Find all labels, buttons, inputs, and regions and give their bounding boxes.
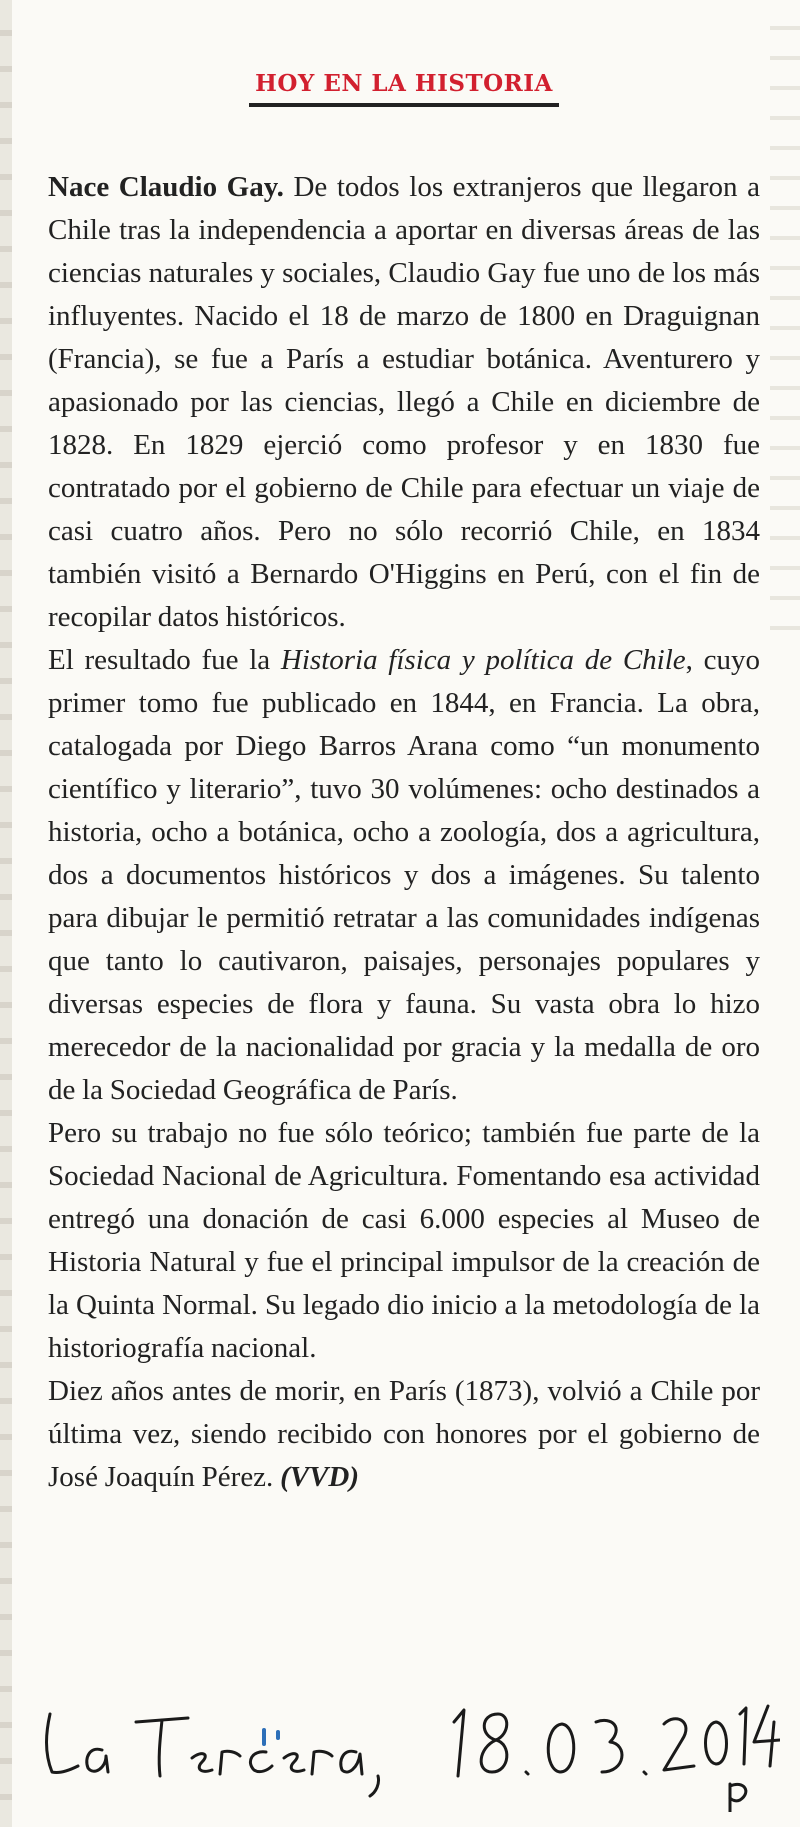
section-header xyxy=(48,60,760,108)
article-paragraph-2 xyxy=(48,639,760,1112)
scan-left-edge xyxy=(0,0,12,1827)
section-title: HOY EN LA HISTORIA xyxy=(249,60,559,107)
book-title: Historia física y política de Chile xyxy=(280,644,686,676)
article-paragraph-3: Pero su trabajo no fue sólo teórico; también fue parte de la Sociedad Nacional de Agricultura. Fomentando esa actividad entregó una donación de casi 6.000 especies al Museo de Historia Natural y fue el principal impulsor de la creación de la Quinta Normal. Su legado dio inicio a la metodología de la historiografía nacional. xyxy=(48,1117,760,1364)
article-byline: (VVD) xyxy=(280,1461,360,1493)
blue-ink-mark xyxy=(276,1730,280,1740)
article-paragraph-4 xyxy=(48,1370,760,1499)
article-lead: Nace Claudio Gay. xyxy=(48,171,284,203)
newspaper-clipping xyxy=(48,60,760,1499)
article-paragraph-1 xyxy=(48,166,760,639)
article-paragraph-1-text: De todos los extranjeros que llegaron a Chile tras la independencia a aportar en diversas áreas de las ciencias naturales y sociales, Claudio Gay fue uno de los más influyentes. Nacido el 18 de marzo de 1800 en Draguignan (Francia), se fue a París a estudiar botánica. Aventurero y apasionado por las ciencias, llegó a Chile en diciembre de 1828. En 1829 ejerció como profesor y en 1830 fue contratado por el gobierno de Chile para efectuar un viaje de casi cuatro años. Pero no sólo recorrió Chile, en 1834 también visitó a Bernardo O'Higgins en Perú, con el fin de recopilar datos históricos. xyxy=(48,171,760,633)
article-paragraph-4-text: Diez años antes de morir, en París (1873), volvió a Chile por última vez, siendo recibido con honores por el gobierno de José Joaquín Pérez. xyxy=(48,1375,760,1493)
article-body xyxy=(48,166,760,1499)
handwritten-source-note xyxy=(40,1692,780,1812)
handwriting-drawing xyxy=(40,1692,780,1812)
article-paragraph-2-before: El resultado fue la xyxy=(48,644,281,676)
scan-right-bleed xyxy=(770,0,800,640)
article-paragraph-2-after: , cuyo primer tomo fue publicado en 1844, en Francia. La obra, catalogada por Diego Barros Arana como “un monumento científico y literario”, tuvo 30 volúmenes: ocho destinados a historia, ocho a botánica, ocho a zoología, dos a agricultura, dos a documentos históricos y dos a imágenes. Su talento para dibujar le permitió retratar a las comunidades indígenas que tanto lo cautivaron, paisajes, personajes populares y diversas especies de flora y fauna. Su vasta obra lo hizo merecedor de la nacionalidad por gracia y la medalla de oro de la Sociedad Geográfica de París. xyxy=(48,644,761,1106)
blue-ink-mark xyxy=(262,1728,266,1746)
